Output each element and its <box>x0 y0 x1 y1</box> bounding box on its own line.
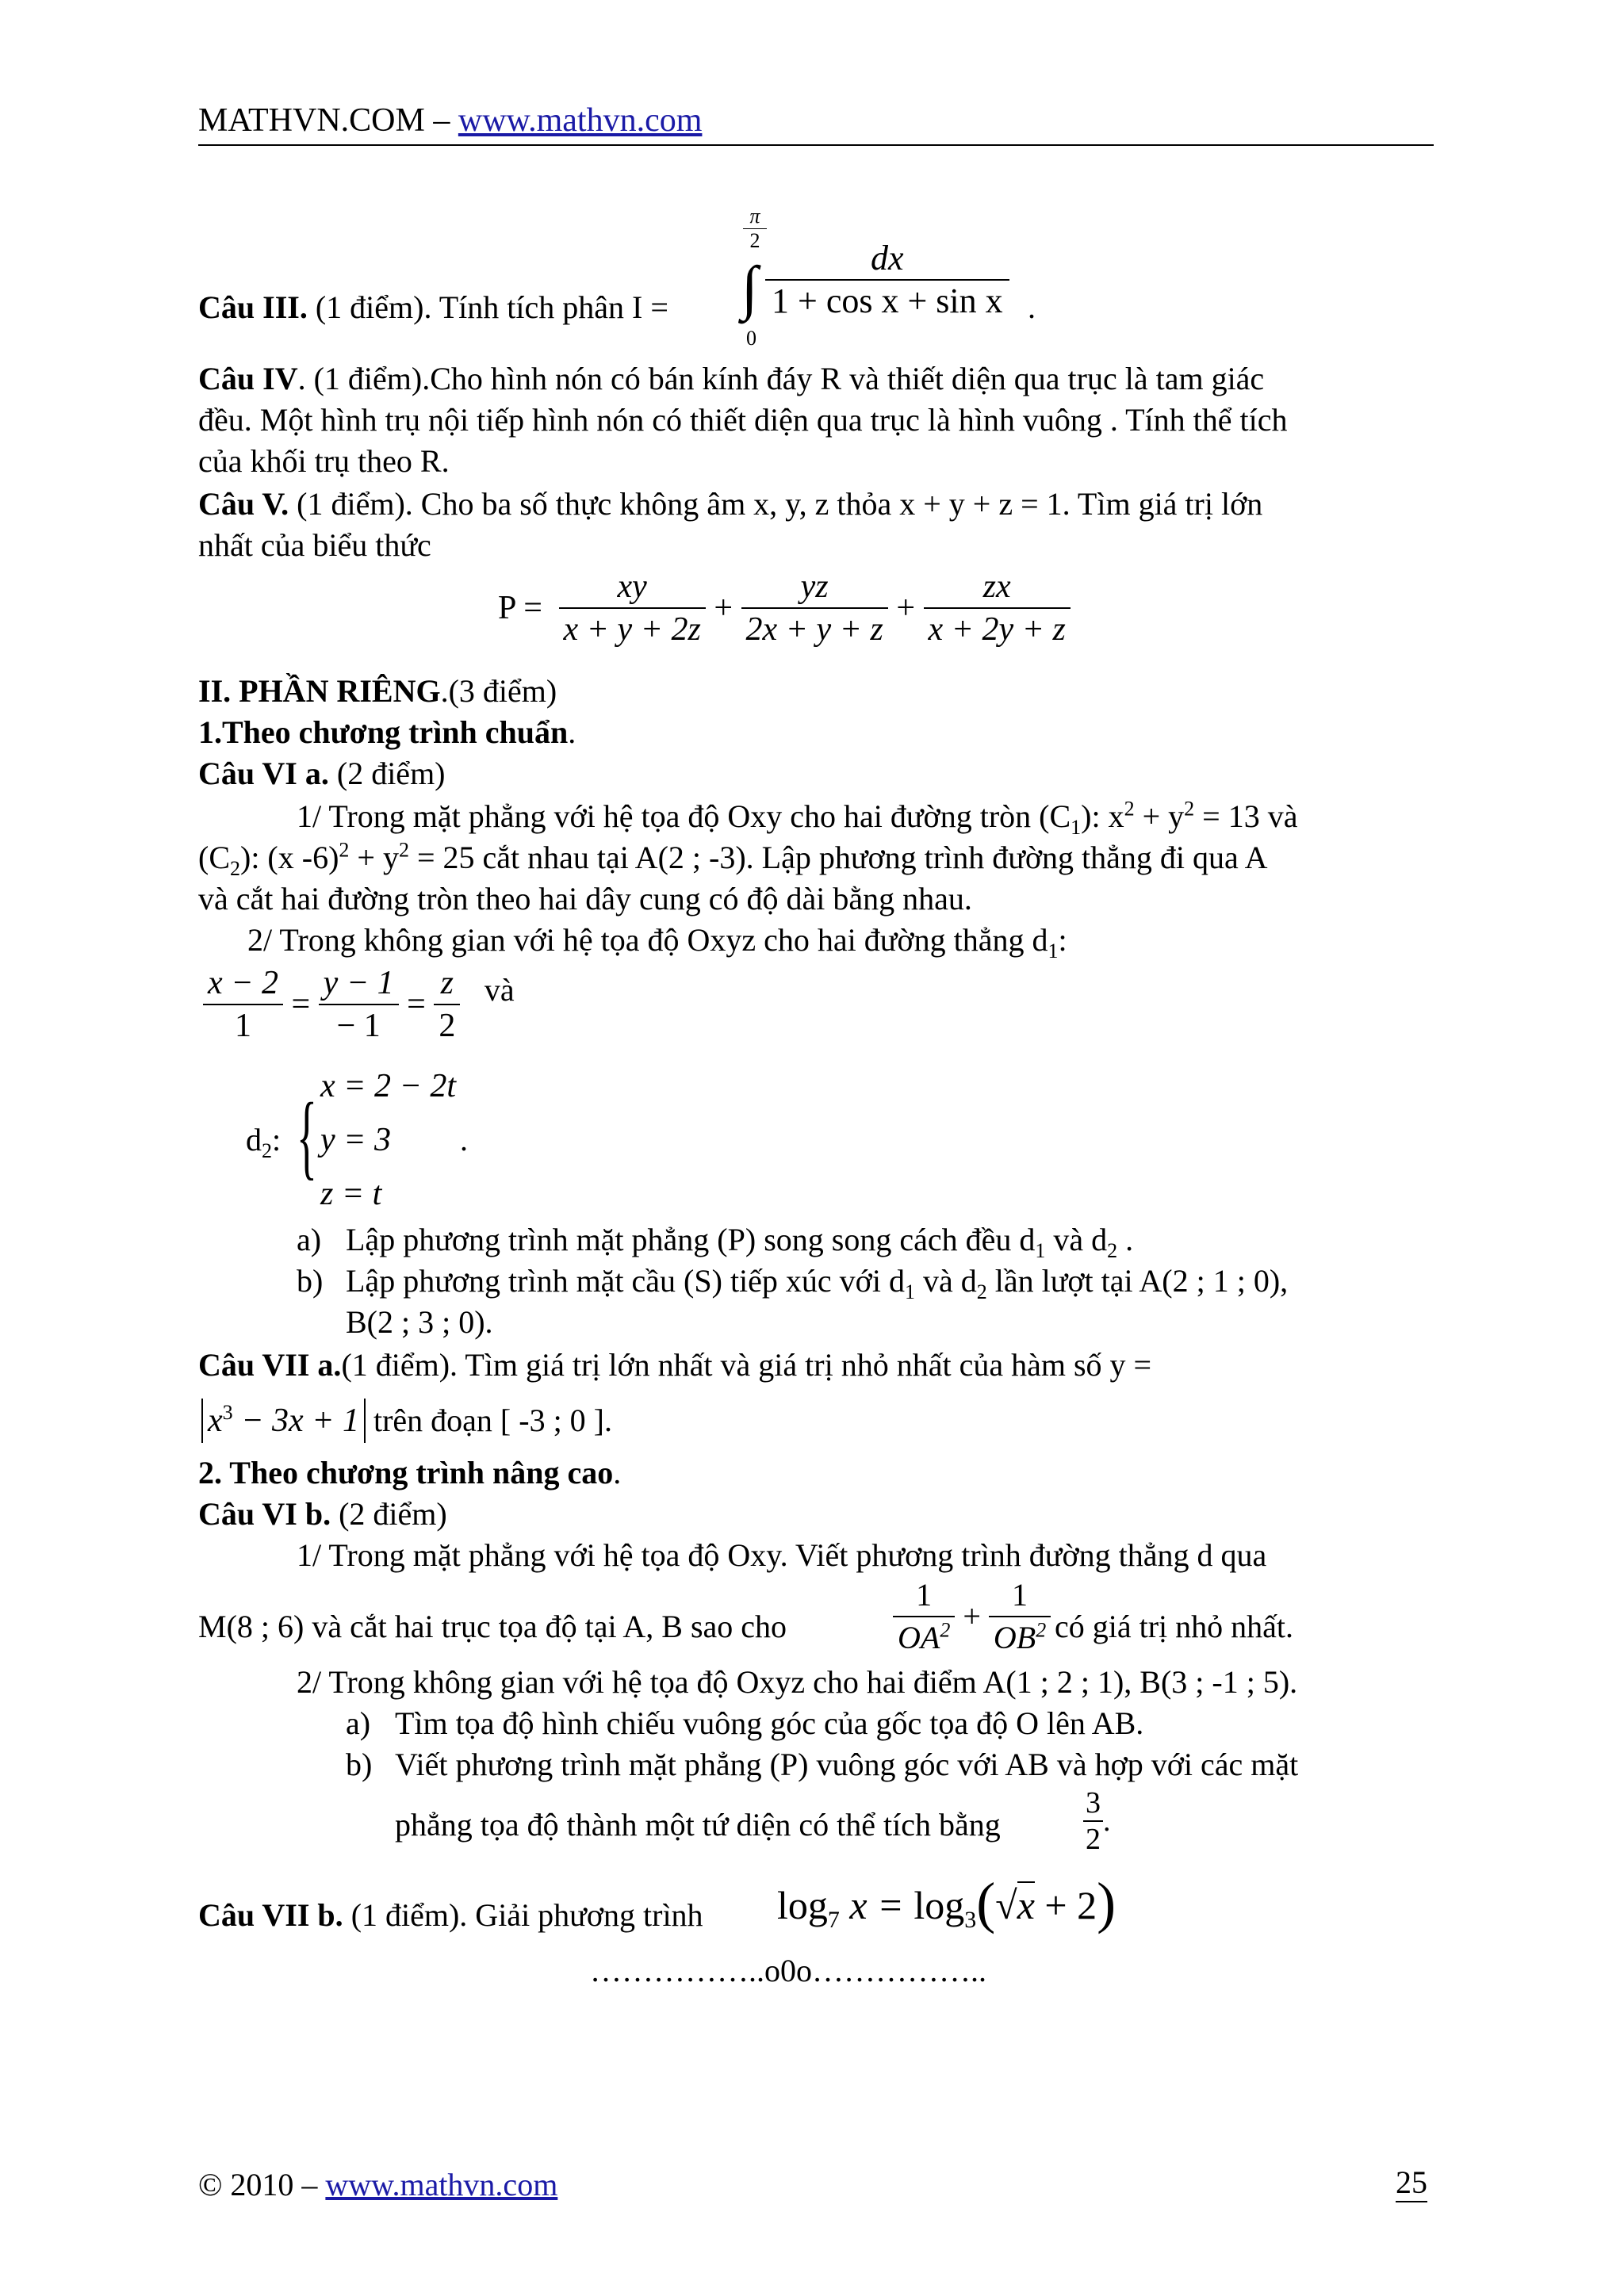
cau3-label: Câu III. <box>198 289 308 325</box>
cau7b-equation: $\log_7 x = \log_3(√x + 2)$ <box>777 1871 1116 1934</box>
header-rule <box>198 144 1434 146</box>
cau6a-p1-line2: $(C_2)$: (x $-6)^2 + y^2 = 25$ cắt nhau tại A(2 ; -3). Lập phương trình đường thẳng đi qua A <box>198 838 1268 880</box>
cau5-label: Câu V. <box>198 486 289 522</box>
cau3-lower-limit: 0 <box>746 327 756 350</box>
cau5-expression: P = $\frac{xy}{x + y + 2z}$ + $\frac{yz}{2x + y + z}$ + $\frac{zx}{x + 2y + z}$ <box>498 566 1071 650</box>
d1-equation: $\frac{x - 2}{1}$ = $\frac{y - 1}{- 1}$ = $\frac{z}{2}$ và <box>203 962 515 1047</box>
cau3-line <box>198 287 668 328</box>
cau6b-a-text: Tìm tọa độ hình chiếu vuông góc của gốc tọa độ O lên AB. <box>395 1705 1144 1741</box>
cau6a-b-text: Lập phương trình mặt cầu (S) tiếp xúc với $d_1$ và $d_2$ lần lượt tại A(2 ; 1 ; 0), <box>346 1263 1289 1303</box>
cau5-line1: Câu V. (1 điểm). Cho ba số thực không âm x, y, z thỏa x + y + z = 1. Tìm giá trị lớn <box>198 486 1263 522</box>
cau6a-b-text2: B(2 ; 3 ; 0). <box>346 1304 493 1340</box>
cau6a-a-label: a) <box>297 1222 322 1257</box>
cau6b-b-label: b) <box>346 1747 373 1782</box>
cau3-upper-limit: π 2 <box>743 205 767 253</box>
cau6b-p1-line2: M(8 ; 6) và cắt hai trục tọa độ tại A, B sao cho <box>198 1609 787 1644</box>
cau6b-b-text2: phẳng tọa độ thành một tứ diện có thể tích bằng <box>395 1807 1001 1843</box>
cau7b-line: Câu VII b. (1 điểm). Giải phương trình <box>198 1897 703 1933</box>
cau6a-b-label: b) <box>297 1263 324 1299</box>
cau6a-p1-line1: 1/ Trong mặt phẳng với hệ tọa độ Oxy cho hai đường tròn $(C_1)$: $x^2 + y^2 = 13$ và <box>297 797 1298 839</box>
header-site: MATHVN.COM – <box>198 102 458 139</box>
nangcao-title: 2. Theo chương trình nâng cao. <box>198 1455 622 1490</box>
cau6b-p1-line1: 1/ Trong mặt phẳng với hệ tọa độ Oxy. Viết phương trình đường thẳng d qua <box>297 1537 1267 1573</box>
cau6a-p1-line3: và cắt hai đường tròn theo hai dây cung có độ dài bằng nhau. <box>198 881 972 916</box>
cau4-label: Câu IV <box>198 361 298 396</box>
chuan-title: 1.Theo chương trình chuẩn. <box>198 714 576 750</box>
header <box>198 100 702 141</box>
d2-brace: { <box>297 1083 317 1188</box>
cau4-line3: của khối trụ theo R. <box>198 443 450 479</box>
abs-expression: $x^3 - 3x + 1$ <box>201 1399 366 1443</box>
footer-link[interactable]: www.mathvn.com <box>325 2167 558 2202</box>
cau3-fraction: $\frac{dx}{\text{1 + cos x + sin x}}$ <box>765 238 1009 322</box>
cau6b-heading: Câu VI b. (2 điểm) <box>198 1496 447 1532</box>
cau3-text: (1 điểm). Tính tích phân I = <box>307 289 668 325</box>
cau6a-heading: Câu VI a. (2 điểm) <box>198 756 446 791</box>
end-marker: ……………..o0o…………….. <box>590 1953 986 1988</box>
cau6b-b-text1: Viết phương trình mặt phẳng (P) vuông góc với AB và hợp với các mặt <box>395 1747 1299 1782</box>
cau4-line1: Câu IV. (1 điểm).Cho hình nón có bán kính đáy R và thiết diện qua trục là tam giác <box>198 361 1265 396</box>
cau6b-a-label: a) <box>346 1705 371 1741</box>
cau4-line2: đều. Một hình trụ nội tiếp hình nón có thiết diện qua trục là hình vuông . Tính thể tích <box>198 402 1288 438</box>
cau6b-p1-line2b: có giá trị nhỏ nhất. <box>1055 1609 1294 1644</box>
cau6b-p2-line1: 2/ Trong không gian với hệ tọa độ Oxyz cho hai điểm A(1 ; 2 ; 1), B(3 ; -1 ; 5). <box>297 1664 1298 1700</box>
cau5-line2: nhất của biểu thức <box>198 527 431 563</box>
cau6a-a-text: Lập phương trình mặt phẳng (P) song song cách đều $d_1$ và $d_2$ . <box>346 1222 1134 1262</box>
cau7a-line1: Câu VII a.(1 điểm). Tìm giá trị lớn nhất và giá trị nhỏ nhất của hàm số y = <box>198 1347 1152 1383</box>
header-link[interactable]: www.mathvn.com <box>458 102 703 139</box>
part2-title: II. PHẦN RIÊNG.(3 điểm) <box>198 673 557 709</box>
cau6a-p2-line1: 2/ Trong không gian với hệ tọa độ Oxyz cho hai đường thẳng $d_1$: <box>247 922 1067 962</box>
cau7a-line2: $x^3 - 3x + 1$ trên đoạn [ -3 ; 0 ]. <box>201 1399 612 1443</box>
d2-label: $d_2$: <box>246 1122 282 1162</box>
cau6b-fraction-sum: $\frac{1}{OA^2}$ + $\frac{1}{OB^2}$ <box>893 1575 1051 1659</box>
cau3-integral-sign: ∫ <box>741 254 758 321</box>
footer: © 2010 – www.mathvn.com <box>198 2167 558 2202</box>
cau6b-volume-fraction: $\frac{3}{2}$ . <box>1083 1785 1111 1857</box>
cau3-end: . <box>1028 289 1036 325</box>
d2-end: . <box>460 1122 468 1158</box>
page-number: 25 <box>1396 2164 1427 2202</box>
d2-system: x = 2 − 2t y = 3 z = t <box>320 1068 456 1212</box>
